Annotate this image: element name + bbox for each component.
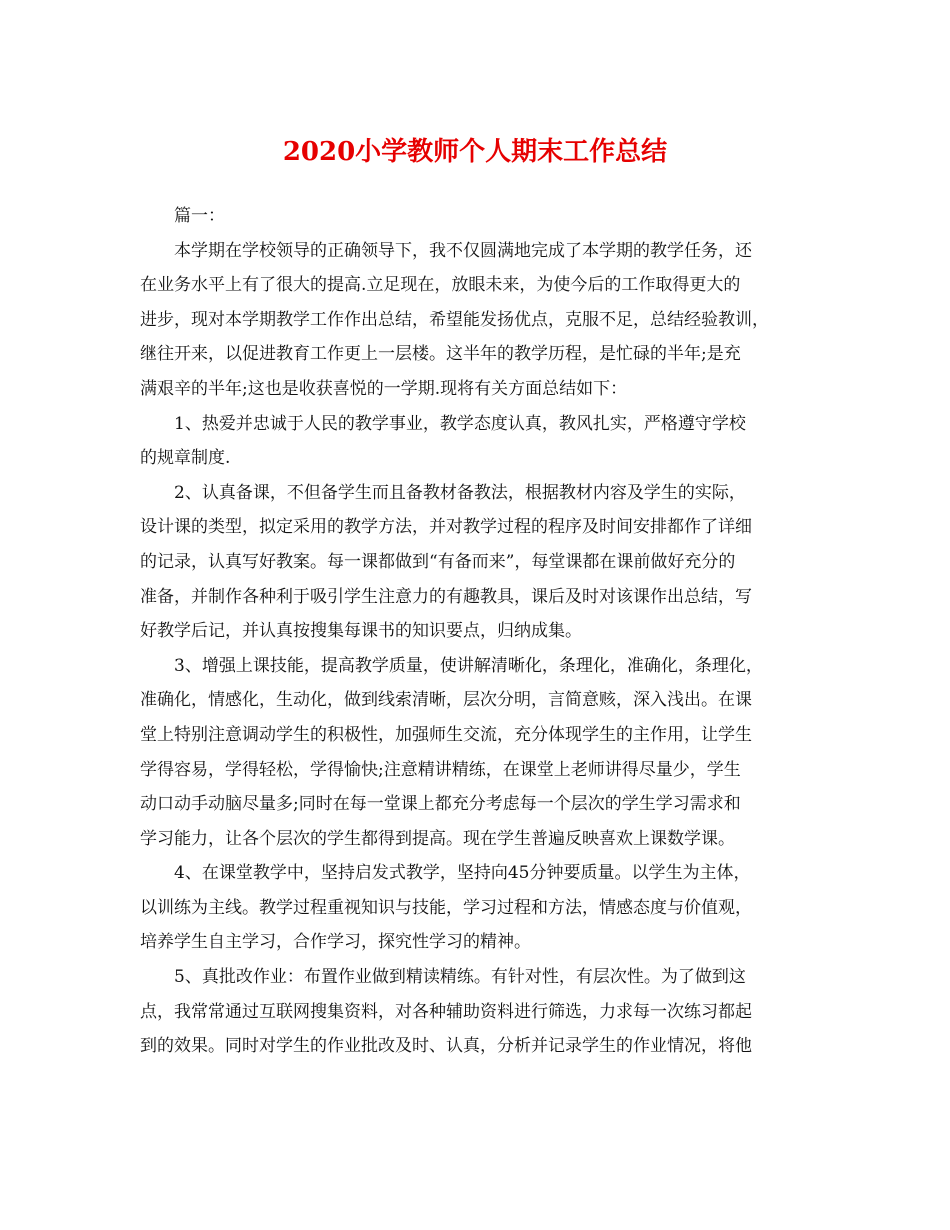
document-title: 2020小学教师个人期末工作总结 — [282, 137, 668, 167]
body-line: 学得容易，学得轻松，学得愉快;注意精讲精练，在课堂上老师讲得尽量少，学生 — [140, 759, 741, 780]
body-line: 在业务水平上有了很大的提高.立足现在，放眼未来，为使今后的工作取得更大的 — [140, 275, 741, 296]
body-line: 的规章制度. — [140, 448, 231, 469]
body-line: 好教学后记，并认真按搜集每课书的知识要点，归纳成集。 — [140, 621, 582, 642]
body-line: 培养学生自主学习，合作学习，探究性学习的精神。 — [140, 932, 531, 953]
body-line: 的记录，认真写好教案。每一课都做到“有备而来”，每堂课都在课前做好充分的 — [140, 551, 736, 572]
body-line: 篇一： — [174, 206, 225, 226]
body-line: 堂上特别注意调动学生的积极性，加强师生交流，充分体现学生的主作用，让学生 — [140, 724, 752, 745]
body-line: 2、认真备课，不但备学生而且备教材备教法，根据教材内容及学生的实际， — [174, 482, 746, 503]
body-line: 满艰辛的半年;这也是收获喜悦的一学期.现将有关方面总结如下： — [140, 378, 628, 399]
body-line: 设计课的类型，拟定采用的教学方法，并对教学过程的程序及时间安排都作了详细 — [140, 517, 752, 538]
body-line: 3、增强上课技能，提高教学质量，使讲解清晰化，条理化，准确化，条理化， — [174, 655, 763, 676]
body-line: 到的效果。同时对学生的作业批改及时、认真，分析并记录学生的作业情况，将他 — [140, 1036, 752, 1057]
body-line: 准确化，情感化，生动化，做到线索清晰，层次分明，言简意赅，深入浅出。在课 — [140, 690, 752, 711]
body-line: 4、在课堂教学中，坚持启发式教学，坚持向45分钟要质量。以学生为主体， — [174, 863, 751, 884]
document-body — [140, 199, 820, 1064]
body-line: 5、真批改作业：布置作业做到精读精练。有针对性，有层次性。为了做到这 — [174, 967, 746, 988]
body-line: 继往开来，以促进教育工作更上一层楼。这半年的教学历程，是忙碌的半年;是充 — [140, 344, 741, 365]
body-line: 学习能力，让各个层次的学生都得到提高。现在学生普遍反映喜欢上课数学课。 — [140, 828, 735, 849]
body-line: 动口动手动脑尽量多;同时在每一堂课上都充分考虑每一个层次的学生学习需求和 — [140, 794, 741, 815]
body-line: 以训练为主线。教学过程重视知识与技能，学习过程和方法，情感态度与价值观， — [140, 897, 752, 918]
body-line: 本学期在学校领导的正确领导下，我不仅圆满地完成了本学期的教学任务，还 — [174, 240, 752, 261]
body-line: 1、热爱并忠诚于人民的教学事业，教学态度认真，教风扎实，严格遵守学校 — [174, 413, 746, 434]
body-line: 点，我常常通过互联网搜集资料，对各种辅助资料进行筛选，力求每一次练习都起 — [140, 1001, 752, 1022]
body-line: 进步，现对本学期教学工作作出总结，希望能发扬优点，克服不足，总结经验教训， — [140, 309, 769, 330]
body-line: 准备，并制作各种利于吸引学生注意力的有趣教具，课后及时对该课作出总结，写 — [140, 586, 752, 607]
